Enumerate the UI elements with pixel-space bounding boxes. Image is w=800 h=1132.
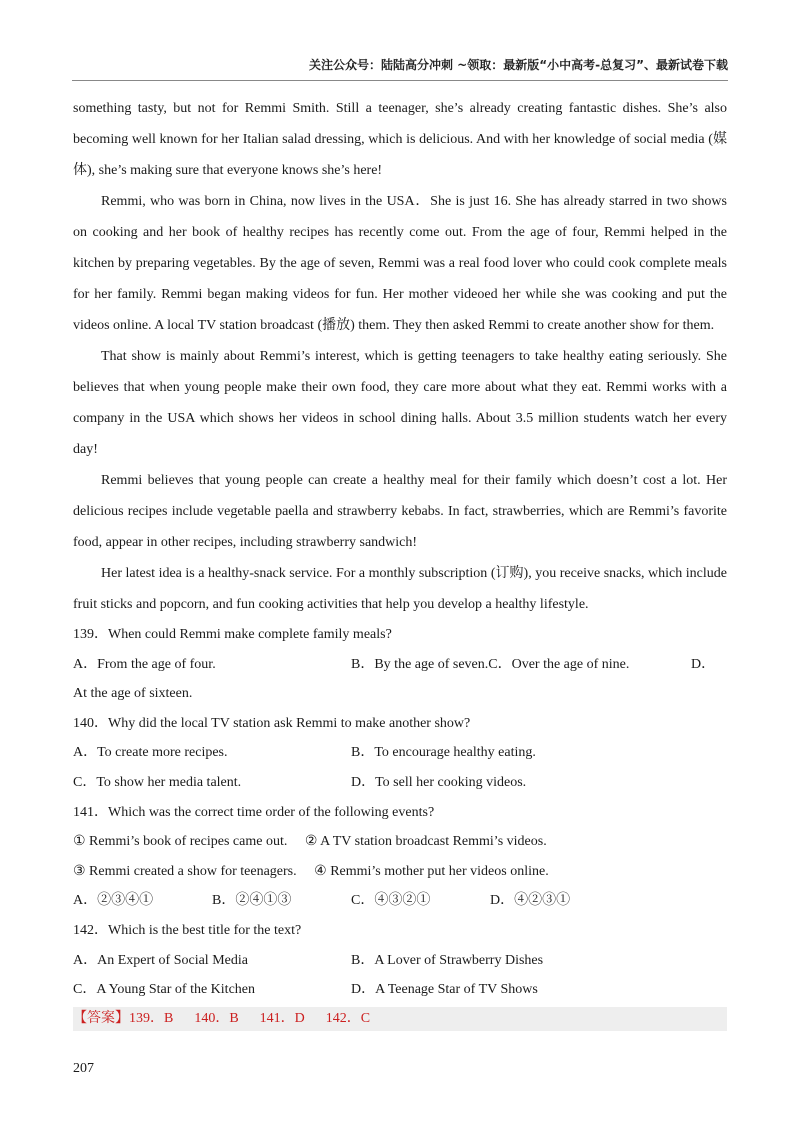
question-140-option-b: B．To encourage healthy eating. <box>351 745 536 761</box>
page-header: 关注公众号：陆陆高分冲刺 ~领取：最新版“小中高考-总复习”、最新试卷下载 <box>309 58 728 72</box>
question-141-event-3: ③ Remmi created a show for teenagers. <box>73 863 297 879</box>
question-141-events-row-2 <box>73 857 727 887</box>
question-139-option-c: C．Over the age of nine. <box>488 656 630 672</box>
passage-paragraph-2: Remmi, who was born in China, now lives in the USA．She is just 16. She has already starred in two shows on cooking and her book of healthy recipes has recently come out. From the age of four, Remmi helped in the kitchen by preparing vegetables. By the age of seven, Remmi was a real food lover who could cook complete meals for her family. Remmi began making videos for fun. Her mother videoed her while she was cooking and put the videos online. A local TV station broadcast (播放) them. They then asked Remmi to create another show for them. <box>73 194 727 333</box>
question-140-stem: 140．Why did the local TV station ask Remmi to make another show? <box>73 715 471 731</box>
question-141-option-c: C．④③②① <box>351 893 431 909</box>
answer-label: 【答案】 <box>73 1010 129 1026</box>
question-141-option-a: A．②③④① <box>73 893 154 909</box>
header-divider <box>72 80 728 81</box>
question-141-event-2: ② A TV station broadcast Remmi’s videos. <box>304 834 547 850</box>
passage-paragraph-4: Remmi believes that young people can create a healthy meal for their family which doesn’t cost a lot. Her delicious recipes include vegetable paella and strawberry kebabs. In fact, strawberries, which are Remmi’s favorite food, appear in other recipes, including strawberry sandwich! <box>73 473 727 550</box>
document-body <box>73 93 727 1031</box>
answer-key <box>73 1007 727 1031</box>
passage-paragraph-3: That show is mainly about Remmi’s interest, which is getting teenagers to take healthy eating seriously. She believes that when young people make their own food, they care more about what they eat. Remmi works with a company in the USA which shows her videos in school dining halls. About 3.5 million students watch her every day! <box>73 349 727 457</box>
question-141-option-b: B．②④①③ <box>212 893 292 909</box>
question-140-options-row-2 <box>73 768 727 798</box>
question-142-options-row-1 <box>73 946 727 976</box>
question-139-option-a: A．From the age of four. <box>73 656 216 672</box>
question-142-option-c: C．A Young Star of the Kitchen <box>73 982 255 998</box>
question-142-options-row-2 <box>73 975 727 1005</box>
question-140-option-d: D．To sell her cooking videos. <box>351 774 527 790</box>
question-140-option-c: C．To show her media talent. <box>73 774 242 790</box>
passage-paragraph-1: something tasty, but not for Remmi Smith. Still a teenager, she’s already creating fantastic dishes. She’s also becoming well known for her Italian salad dressing, which is delicious. And with her knowledge of social media (媒体), she’s making sure that everyone knows she’s here! <box>73 101 727 178</box>
answer-text: 139．B 140．B 141．D 142．C <box>129 1010 371 1026</box>
question-141-option-d: D．④②③① <box>490 893 571 909</box>
question-139-option-d-text: At the age of sixteen. <box>73 686 193 702</box>
question-142-option-d: D．A Teenage Star of TV Shows <box>351 982 538 998</box>
question-142-option-b: B．A Lover of Strawberry Dishes <box>351 952 544 968</box>
question-141-events-row-1 <box>73 827 727 857</box>
question-142-option-a: A．An Expert of Social Media <box>73 952 248 968</box>
question-141-event-1: ① Remmi’s book of recipes came out. <box>73 834 288 850</box>
question-142-stem: 142．Which is the best title for the text? <box>73 922 302 938</box>
question-141-options <box>73 886 727 916</box>
question-141-event-4: ④ Remmi’s mother put her videos online. <box>314 863 549 879</box>
question-139-options <box>73 650 727 680</box>
question-140-options-row-1 <box>73 738 727 768</box>
passage-paragraph-5: Her latest idea is a healthy-snack service. For a monthly subscription (订购), you receive snacks, which include fruit sticks and popcorn, and fun cooking activities that help you develop a healthy lifestyle. <box>73 566 727 612</box>
question-139-option-b: B．By the age of seven. <box>351 656 489 672</box>
question-139-stem: 139．When could Remmi make complete family meals? <box>73 627 392 642</box>
question-139-option-d: D． <box>691 656 716 672</box>
question-141-stem: 141．Which was the correct time order of the following events? <box>73 804 435 820</box>
question-140-option-a: A．To create more recipes. <box>73 745 228 761</box>
page-number: 207 <box>73 1061 94 1076</box>
